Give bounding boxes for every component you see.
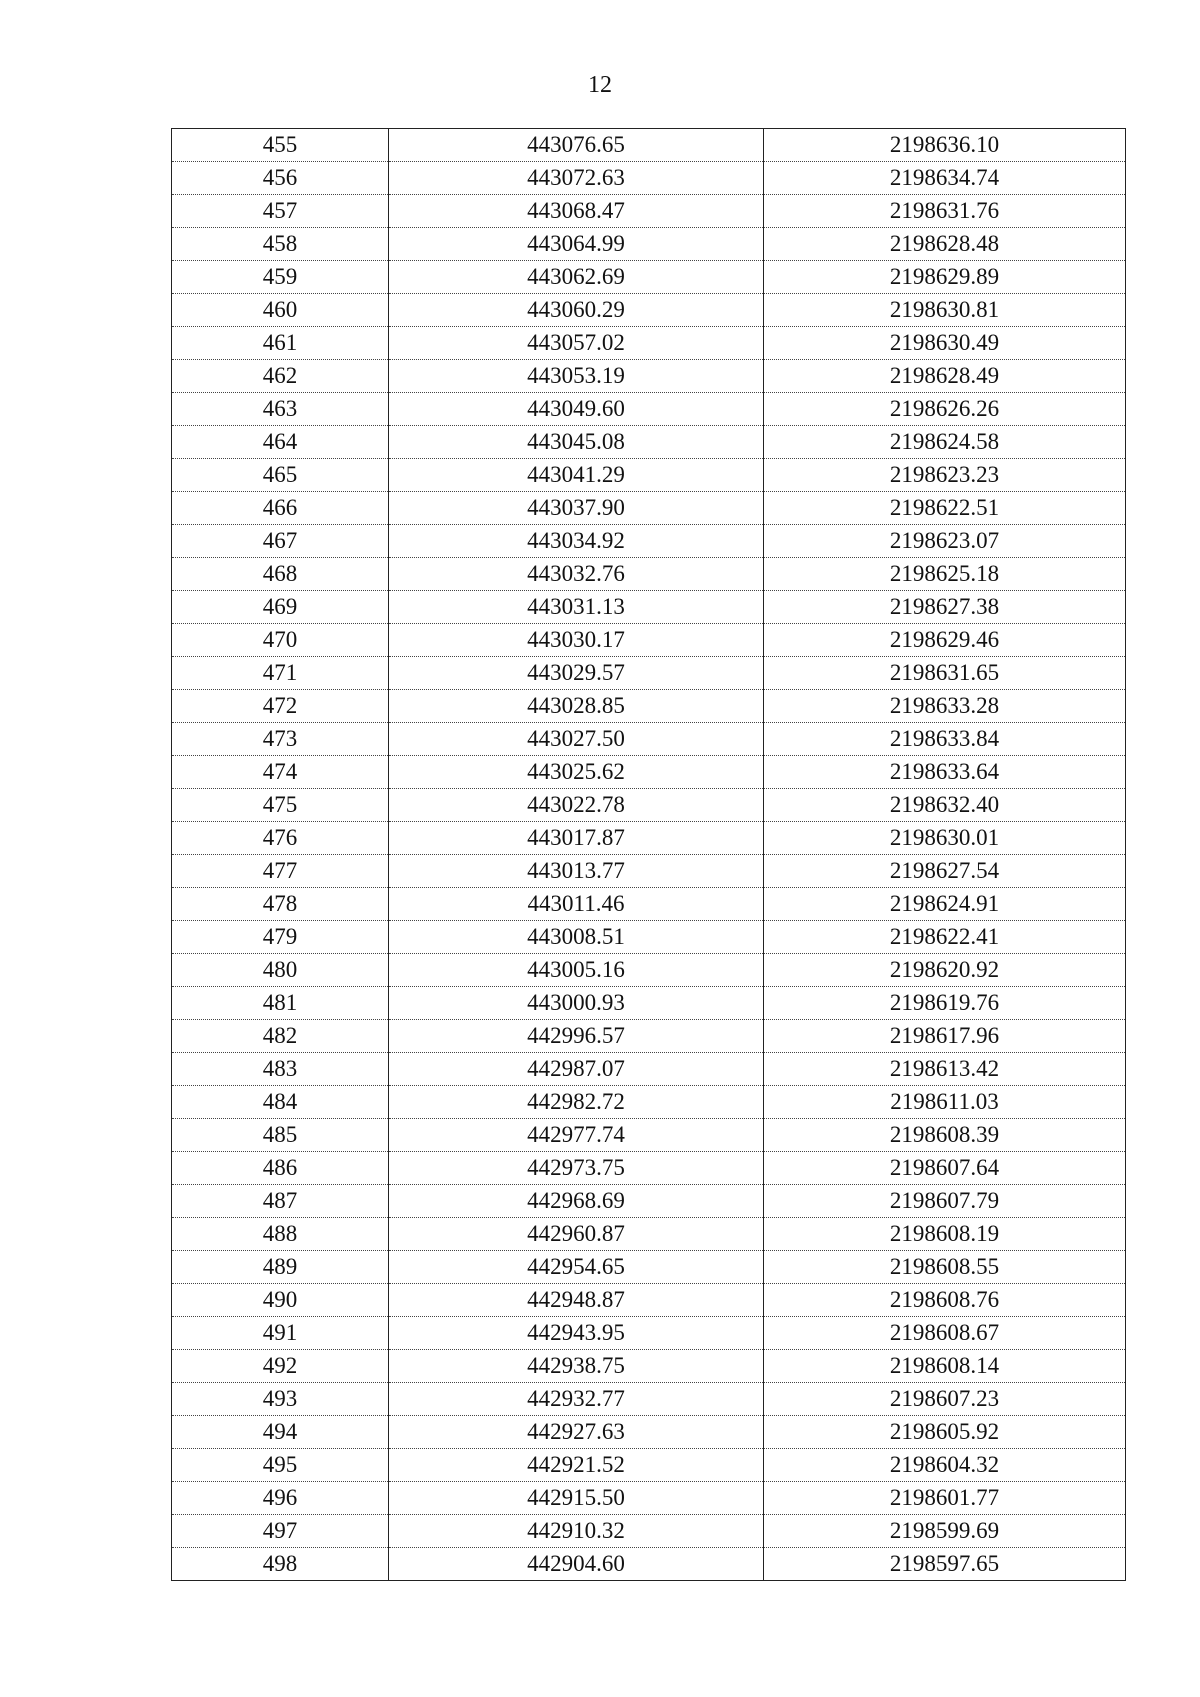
page-number: 12 [588,72,612,98]
point-number-cell: 464 [172,426,389,459]
point-number-cell: 488 [172,1218,389,1251]
y-coordinate-cell: 2198633.64 [764,756,1126,789]
table-row [172,822,1126,855]
point-number-cell: 456 [172,162,389,195]
point-number-cell: 489 [172,1251,389,1284]
table-row [172,1119,1126,1152]
table-row [172,888,1126,921]
table-row [172,624,1126,657]
table-row [172,987,1126,1020]
x-coordinate-cell: 443011.46 [389,888,764,921]
x-coordinate-cell: 442938.75 [389,1350,764,1383]
y-coordinate-cell: 2198608.39 [764,1119,1126,1152]
x-coordinate-cell: 443030.17 [389,624,764,657]
y-coordinate-cell: 2198597.65 [764,1548,1126,1581]
x-coordinate-cell: 443008.51 [389,921,764,954]
table-row [172,855,1126,888]
x-coordinate-cell: 443032.76 [389,558,764,591]
table-row [172,1383,1126,1416]
table-row [172,1515,1126,1548]
table-row [172,393,1126,426]
y-coordinate-cell: 2198627.54 [764,855,1126,888]
x-coordinate-cell: 443053.19 [389,360,764,393]
table-row [172,1416,1126,1449]
table-row [172,195,1126,228]
y-coordinate-cell: 2198624.91 [764,888,1126,921]
y-coordinate-cell: 2198626.26 [764,393,1126,426]
point-number-cell: 481 [172,987,389,1020]
table-row [172,426,1126,459]
table-row [172,789,1126,822]
table-row [172,954,1126,987]
y-coordinate-cell: 2198624.58 [764,426,1126,459]
x-coordinate-cell: 442915.50 [389,1482,764,1515]
y-coordinate-cell: 2198628.49 [764,360,1126,393]
point-number-cell: 462 [172,360,389,393]
x-coordinate-cell: 443062.69 [389,261,764,294]
y-coordinate-cell: 2198605.92 [764,1416,1126,1449]
point-number-cell: 483 [172,1053,389,1086]
point-number-cell: 467 [172,525,389,558]
y-coordinate-cell: 2198630.81 [764,294,1126,327]
table-row [172,1185,1126,1218]
x-coordinate-cell: 442960.87 [389,1218,764,1251]
table-row [172,1152,1126,1185]
point-number-cell: 485 [172,1119,389,1152]
table-row [172,1020,1126,1053]
y-coordinate-cell: 2198630.01 [764,822,1126,855]
y-coordinate-cell: 2198608.19 [764,1218,1126,1251]
point-number-cell: 486 [172,1152,389,1185]
y-coordinate-cell: 2198608.55 [764,1251,1126,1284]
x-coordinate-cell: 443000.93 [389,987,764,1020]
y-coordinate-cell: 2198607.64 [764,1152,1126,1185]
point-number-cell: 471 [172,657,389,690]
x-coordinate-cell: 442977.74 [389,1119,764,1152]
y-coordinate-cell: 2198613.42 [764,1053,1126,1086]
table-row [172,261,1126,294]
table-row [172,1251,1126,1284]
x-coordinate-cell: 443017.87 [389,822,764,855]
table-row [172,525,1126,558]
y-coordinate-cell: 2198601.77 [764,1482,1126,1515]
x-coordinate-cell: 443013.77 [389,855,764,888]
point-number-cell: 479 [172,921,389,954]
point-number-cell: 476 [172,822,389,855]
table-row [172,1449,1126,1482]
x-coordinate-cell: 442943.95 [389,1317,764,1350]
table-row [172,657,1126,690]
y-coordinate-cell: 2198604.32 [764,1449,1126,1482]
x-coordinate-cell: 443072.63 [389,162,764,195]
y-coordinate-cell: 2198607.23 [764,1383,1126,1416]
table-row [172,129,1126,162]
x-coordinate-cell: 442982.72 [389,1086,764,1119]
point-number-cell: 463 [172,393,389,426]
x-coordinate-cell: 443068.47 [389,195,764,228]
point-number-cell: 465 [172,459,389,492]
y-coordinate-cell: 2198636.10 [764,129,1126,162]
point-number-cell: 480 [172,954,389,987]
y-coordinate-cell: 2198631.65 [764,657,1126,690]
x-coordinate-cell: 443057.02 [389,327,764,360]
point-number-cell: 457 [172,195,389,228]
x-coordinate-cell: 443022.78 [389,789,764,822]
point-number-cell: 466 [172,492,389,525]
x-coordinate-cell: 443064.99 [389,228,764,261]
x-coordinate-cell: 443027.50 [389,723,764,756]
x-coordinate-cell: 443041.29 [389,459,764,492]
y-coordinate-cell: 2198629.46 [764,624,1126,657]
y-coordinate-cell: 2198634.74 [764,162,1126,195]
coordinate-table [171,128,1126,1581]
y-coordinate-cell: 2198633.28 [764,690,1126,723]
y-coordinate-cell: 2198611.03 [764,1086,1126,1119]
y-coordinate-cell: 2198630.49 [764,327,1126,360]
x-coordinate-cell: 443037.90 [389,492,764,525]
x-coordinate-cell: 443034.92 [389,525,764,558]
x-coordinate-cell: 442954.65 [389,1251,764,1284]
y-coordinate-cell: 2198622.41 [764,921,1126,954]
point-number-cell: 458 [172,228,389,261]
table-row [172,492,1126,525]
x-coordinate-cell: 442910.32 [389,1515,764,1548]
point-number-cell: 484 [172,1086,389,1119]
x-coordinate-cell: 442996.57 [389,1020,764,1053]
point-number-cell: 495 [172,1449,389,1482]
x-coordinate-cell: 443025.62 [389,756,764,789]
table-row [172,1548,1126,1581]
point-number-cell: 497 [172,1515,389,1548]
x-coordinate-cell: 443076.65 [389,129,764,162]
point-number-cell: 490 [172,1284,389,1317]
table-row [172,756,1126,789]
y-coordinate-cell: 2198628.48 [764,228,1126,261]
point-number-cell: 487 [172,1185,389,1218]
table-row [172,294,1126,327]
x-coordinate-cell: 443029.57 [389,657,764,690]
table-row [172,1317,1126,1350]
table-row [172,1284,1126,1317]
x-coordinate-cell: 443049.60 [389,393,764,426]
y-coordinate-cell: 2198608.76 [764,1284,1126,1317]
point-number-cell: 469 [172,591,389,624]
table-row [172,162,1126,195]
point-number-cell: 494 [172,1416,389,1449]
point-number-cell: 491 [172,1317,389,1350]
point-number-cell: 472 [172,690,389,723]
y-coordinate-cell: 2198632.40 [764,789,1126,822]
y-coordinate-cell: 2198622.51 [764,492,1126,525]
table-row [172,327,1126,360]
x-coordinate-cell: 442904.60 [389,1548,764,1581]
point-number-cell: 460 [172,294,389,327]
x-coordinate-cell: 442987.07 [389,1053,764,1086]
point-number-cell: 475 [172,789,389,822]
point-number-cell: 459 [172,261,389,294]
point-number-cell: 474 [172,756,389,789]
table-row [172,690,1126,723]
y-coordinate-cell: 2198599.69 [764,1515,1126,1548]
x-coordinate-cell: 442927.63 [389,1416,764,1449]
table-row [172,360,1126,393]
point-number-cell: 477 [172,855,389,888]
point-number-cell: 461 [172,327,389,360]
y-coordinate-cell: 2198625.18 [764,558,1126,591]
table-row [172,558,1126,591]
table-row [172,459,1126,492]
table-row [172,228,1126,261]
point-number-cell: 473 [172,723,389,756]
table-row [172,1086,1126,1119]
y-coordinate-cell: 2198633.84 [764,723,1126,756]
point-number-cell: 470 [172,624,389,657]
table-row [172,723,1126,756]
y-coordinate-cell: 2198620.92 [764,954,1126,987]
table-row [172,1053,1126,1086]
point-number-cell: 498 [172,1548,389,1581]
x-coordinate-cell: 443060.29 [389,294,764,327]
point-number-cell: 482 [172,1020,389,1053]
x-coordinate-cell: 442973.75 [389,1152,764,1185]
y-coordinate-cell: 2198631.76 [764,195,1126,228]
table-row [172,921,1126,954]
y-coordinate-cell: 2198629.89 [764,261,1126,294]
table-row [172,1218,1126,1251]
coordinate-table-body [172,129,1126,1581]
x-coordinate-cell: 442921.52 [389,1449,764,1482]
x-coordinate-cell: 443045.08 [389,426,764,459]
y-coordinate-cell: 2198623.07 [764,525,1126,558]
table-row [172,1350,1126,1383]
y-coordinate-cell: 2198607.79 [764,1185,1126,1218]
point-number-cell: 468 [172,558,389,591]
y-coordinate-cell: 2198608.67 [764,1317,1126,1350]
x-coordinate-cell: 442968.69 [389,1185,764,1218]
x-coordinate-cell: 443005.16 [389,954,764,987]
x-coordinate-cell: 442932.77 [389,1383,764,1416]
table-row [172,1482,1126,1515]
point-number-cell: 493 [172,1383,389,1416]
point-number-cell: 455 [172,129,389,162]
x-coordinate-cell: 443028.85 [389,690,764,723]
x-coordinate-cell: 442948.87 [389,1284,764,1317]
y-coordinate-cell: 2198619.76 [764,987,1126,1020]
y-coordinate-cell: 2198617.96 [764,1020,1126,1053]
x-coordinate-cell: 443031.13 [389,591,764,624]
y-coordinate-cell: 2198623.23 [764,459,1126,492]
point-number-cell: 496 [172,1482,389,1515]
y-coordinate-cell: 2198608.14 [764,1350,1126,1383]
point-number-cell: 492 [172,1350,389,1383]
y-coordinate-cell: 2198627.38 [764,591,1126,624]
table-row [172,591,1126,624]
point-number-cell: 478 [172,888,389,921]
